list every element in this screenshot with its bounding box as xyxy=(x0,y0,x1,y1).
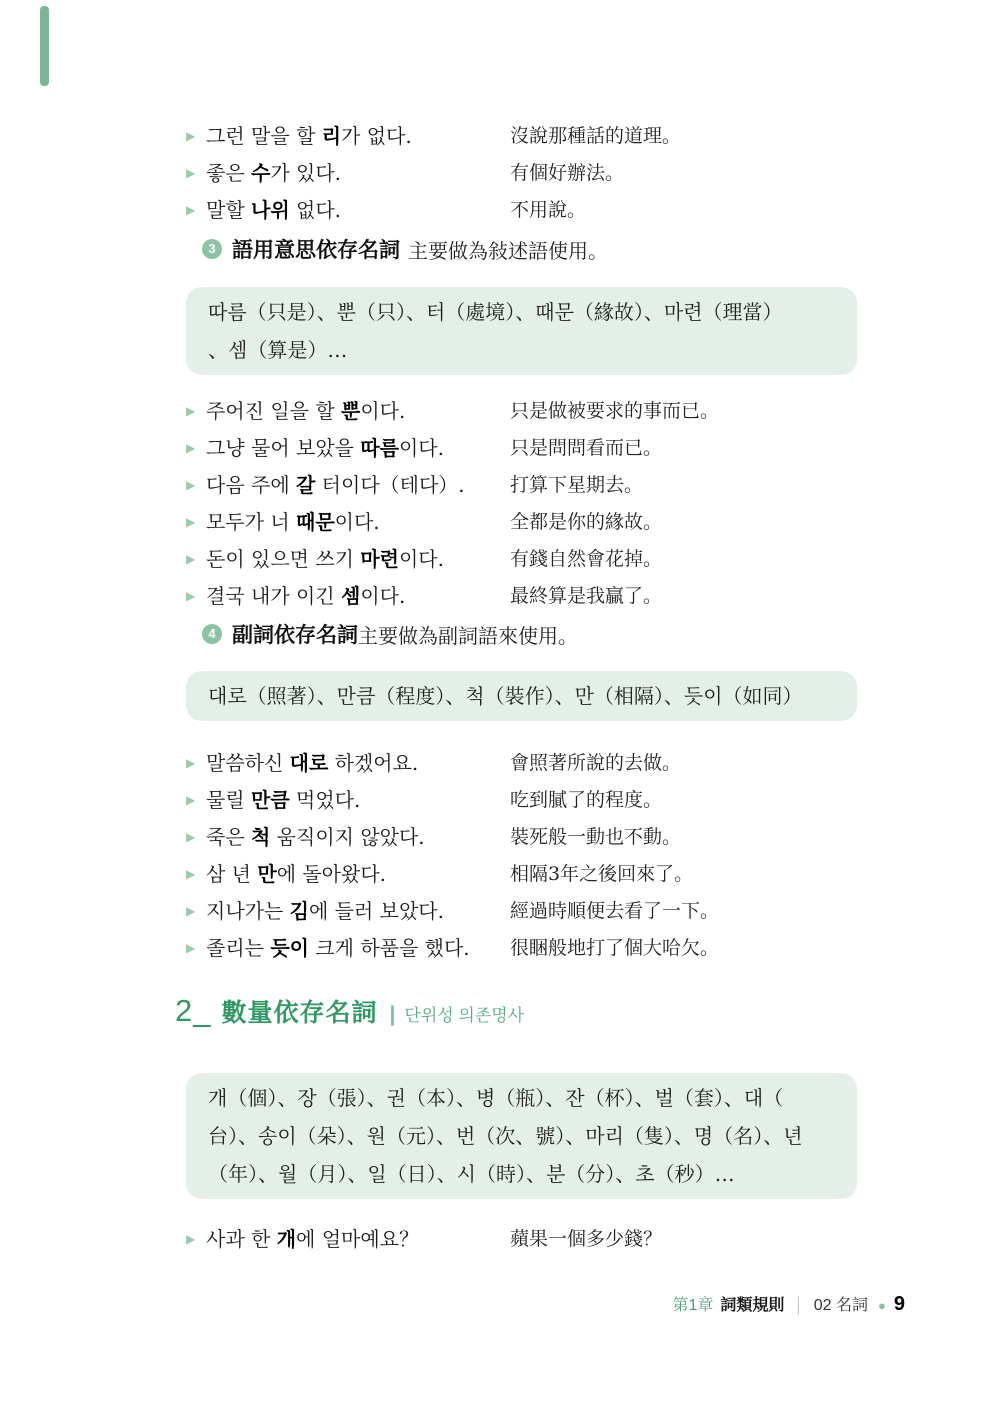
bullet-triangle-icon: ▶ xyxy=(186,1232,196,1246)
section4-description: 主要做為副詞語來使用。 xyxy=(358,623,578,648)
page-number: 9 xyxy=(893,1293,905,1315)
bullet-triangle-icon: ▶ xyxy=(186,404,196,418)
chinese-translation: 有個好辦法。 xyxy=(510,162,625,184)
korean-sentence: 사과 한 개에 얼마예요？ xyxy=(206,1227,419,1251)
korean-sentence: 모두가 너 때문이다. xyxy=(206,510,380,534)
footer-separator: │ xyxy=(794,1297,804,1314)
vocab-line: （年）、월（月）、일（日）、시（時）、분（分）、초（秒）… xyxy=(208,1162,735,1186)
bullet-triangle-icon: ▶ xyxy=(186,793,196,807)
bullet-triangle-icon: ▶ xyxy=(186,756,196,770)
bullet-triangle-icon: ▶ xyxy=(186,441,196,455)
bullet-triangle-icon: ▶ xyxy=(186,904,196,918)
vocab-line: 台）、송이（朵）、원（元）、번（次、號）、마리（隻）、명（名）、년 xyxy=(208,1124,803,1148)
section4-vocab-box xyxy=(186,671,857,721)
page-footer xyxy=(672,1292,905,1316)
vocab-line: 、셈（算是）… xyxy=(208,338,348,362)
korean-sentence: 지나가는 김에 들러 보았다. xyxy=(206,899,444,923)
footer-section: 02 名詞 xyxy=(813,1297,869,1314)
section2-heading xyxy=(175,993,524,1029)
chinese-translation: 只是做被要求的事而已。 xyxy=(510,400,720,422)
korean-sentence: 말할 나위 없다. xyxy=(206,198,341,222)
chinese-translation: 裝死般一動也不動。 xyxy=(510,826,682,848)
chinese-translation: 蘋果一個多少錢？ xyxy=(510,1228,663,1250)
bullet-triangle-icon: ▶ xyxy=(186,129,196,143)
section2-subtitle: 단위성 의존명사 xyxy=(404,1006,525,1025)
chinese-translation: 全都是你的緣故。 xyxy=(510,511,663,533)
footer-dot-icon: ● xyxy=(878,1298,886,1313)
chinese-translation: 打算下星期去。 xyxy=(510,474,644,496)
vocab-line: 대로（照著）、만큼（程度）、척（裝作）、만（相隔）、듯이（如同） xyxy=(208,684,803,708)
chinese-translation: 經過時順便去看了一下。 xyxy=(510,900,720,922)
bullet-triangle-icon: ▶ xyxy=(186,830,196,844)
chinese-translation: 吃到膩了的程度。 xyxy=(510,789,663,811)
chinese-translation: 不用說。 xyxy=(510,199,587,221)
bullet-triangle-icon: ▶ xyxy=(186,552,196,566)
section2-vocab-box xyxy=(186,1073,857,1199)
chinese-translation: 沒說那種話的道理。 xyxy=(510,125,682,147)
section2-number: 2_ xyxy=(175,993,212,1028)
bullet-triangle-icon: ▶ xyxy=(186,203,196,217)
vocab-line: 개（個）、장（張）、권（本）、병（瓶）、잔（杯）、벌（套）、대（ xyxy=(208,1086,784,1110)
section2-separator: | xyxy=(389,1003,396,1026)
chinese-translation: 很睏般地打了個大哈欠。 xyxy=(510,937,720,959)
section2-title: 數量依存名詞 xyxy=(221,999,378,1027)
korean-sentence: 그런 말을 할 리가 없다. xyxy=(206,124,412,148)
chinese-translation: 只是問問看而已。 xyxy=(510,437,663,459)
bullet-triangle-icon: ▶ xyxy=(186,941,196,955)
vocab-line: 따름（只是）、뿐（只）、터（處境）、때문（緣故）、마련（理當） xyxy=(208,300,783,324)
korean-sentence: 죽은 척 움직이지 않았다. xyxy=(206,825,425,849)
section4-header xyxy=(202,619,578,649)
chinese-translation: 相隔3年之後回來了。 xyxy=(510,863,694,885)
section3-title: 語用意思依存名詞 xyxy=(232,237,400,262)
korean-sentence: 그냥 물어 보았을 따름이다. xyxy=(206,436,444,460)
chinese-translation: 有錢自然會花掉。 xyxy=(510,548,663,570)
section3-description: 主要做為敍述語使用。 xyxy=(408,238,608,263)
korean-sentence: 돈이 있으면 쓰기 마련이다. xyxy=(206,547,444,571)
chapter-tab-marker xyxy=(40,6,49,86)
chinese-translation: 會照著所說的去做。 xyxy=(510,752,682,774)
footer-chapter: 第1章 xyxy=(672,1297,714,1314)
bullet-triangle-icon: ▶ xyxy=(186,867,196,881)
korean-sentence: 물릴 만큼 먹었다. xyxy=(206,788,361,812)
section3-vocab-box xyxy=(186,287,857,375)
footer-part-title: 詞類規則 xyxy=(720,1297,785,1314)
korean-sentence: 졸리는 듯이 크게 하품을 했다. xyxy=(206,936,470,960)
section3-header xyxy=(202,234,608,264)
korean-sentence: 주어진 일을 할 뿐이다. xyxy=(206,399,406,423)
korean-sentence: 말씀하신 대로 하겠어요. xyxy=(206,751,419,775)
korean-sentence: 다음 주에 갈 터이다（테다）. xyxy=(206,473,465,497)
korean-sentence: 삼 년 만에 돌아왔다. xyxy=(206,862,387,886)
korean-sentence: 결국 내가 이긴 셈이다. xyxy=(206,584,406,608)
bullet-triangle-icon: ▶ xyxy=(186,589,196,603)
bullet-triangle-icon: ▶ xyxy=(186,478,196,492)
korean-sentence: 좋은 수가 있다. xyxy=(206,161,342,185)
circled-number-badge: 4 xyxy=(202,624,222,644)
chinese-translation: 最終算是我贏了。 xyxy=(510,585,663,607)
section4-title: 副詞依存名詞 xyxy=(232,622,358,647)
bullet-triangle-icon: ▶ xyxy=(186,515,196,529)
bullet-triangle-icon: ▶ xyxy=(186,166,196,180)
circled-number-badge: 3 xyxy=(202,239,222,259)
